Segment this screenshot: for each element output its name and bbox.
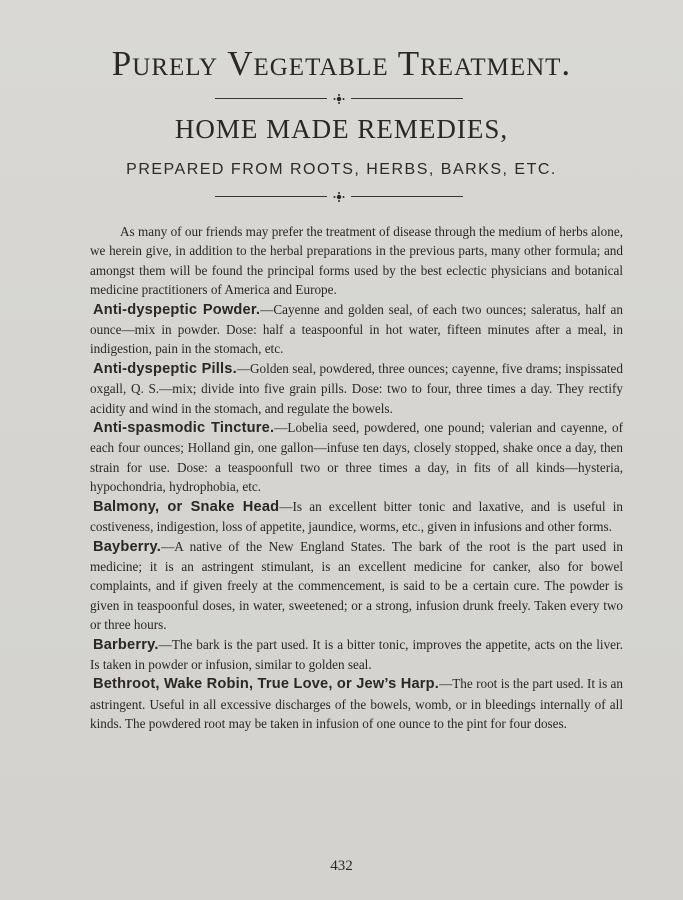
remedy-text: —A native of the New England States. The bark of the root is the part used in medicine; it is an astringent stimulant, is an excellent medicine for canker, also for bowel complaints, and if given freely at the commencement, is said to be a certain cure. The powder is given in teaspoonful doses, in water, sweetened; or a strong, infusion drunk freely. Taken every two or three hours. (90, 538, 623, 633)
remedy-entry (90, 359, 623, 418)
remedy-heading: Anti-spasmodic Tincture. (93, 420, 275, 437)
remedy-text: —Golden seal, powdered, three ounces; cayenne, five drams; inspissated oxgall, Q. S.—mix; divide into five grain pills. Dose: two to four, three times a day. They rectify acidity and wind in the stomach, and regulate the bowels. (90, 360, 623, 416)
page-number: 432 (330, 858, 353, 874)
remedy-text: —Cayenne and golden seal, of each two ounces; saleratus, half an ounce—mix in powder. Dose: half a teaspoonful in hot water, fifteen minutes after a meal, in indigestion, pain in the stomach, etc. (90, 301, 623, 357)
remedy-heading: Anti-dyspeptic Pills. (93, 360, 237, 377)
remedy-text: —The root is the part used. It is an astringent. Useful in all excessive discharges of the bowels, womb, or in bleedings internally of all kinds. The powdered root may be taken in infusion of one ounce to the pint for four doses. (90, 676, 623, 732)
remedy-entry (90, 635, 623, 675)
fleuron-icon (332, 192, 346, 202)
remedy-entry (90, 497, 623, 537)
section-subheading: PREPARED FROM ROOTS, HERBS, BARKS, ETC. (126, 161, 557, 178)
remedy-heading: Anti-dyspeptic Powder. (93, 301, 261, 318)
remedy-text: —The bark is the part used. It is a bitter tonic, improves the appetite, acts on the liver. Is taken in powder or infusion, similar to golden seal. (90, 636, 623, 672)
remedy-entry (90, 674, 623, 733)
remedy-heading: Barberry. (93, 636, 159, 653)
intro-paragraph: As many of our friends may prefer the treatment of disease through the medium of herbs alone, we herein give, in addition to the herbal preparations in the previous parts, many other formula; and amongst them will be found the principal forms used by the best eclectic physicians and botanical medicine practitioners of America and Europe. (90, 224, 623, 298)
fleuron-icon (332, 94, 346, 104)
remedy-text: —Lobelia seed, powdered, one pound; valerian and cayenne, of each four ounces; Holland gin, one gallon—infuse ten days, closely stopped, shake once a day, then strain for use. Dose: a teaspoonfull two or three times a day, in fits of all kinds—hysteria, hypochondria, hydrophobia, etc. (90, 420, 623, 495)
remedy-entry (90, 537, 623, 635)
remedy-text: —Is an excellent bitter tonic and laxative, and is useful in costiveness, indigestion, loss of appetite, jaundice, worms, etc., given in infusions and other forms. (90, 498, 623, 535)
remedy-heading: Bethroot, Wake Robin, True Love, or Jew’s Harp. (93, 676, 440, 693)
remedies-text (90, 222, 623, 734)
page-title: Purely Vegetable Treatment. (111, 44, 572, 83)
remedy-heading: Bayberry. (93, 538, 162, 555)
remedy-heading: Balmony, or Snake Head (93, 498, 280, 515)
section-heading: HOME MADE REMEDIES, (174, 114, 509, 144)
remedy-entry (90, 418, 623, 497)
remedy-entry (90, 300, 623, 359)
ornamental-rule-top (215, 94, 463, 104)
ornamental-rule-bottom (215, 192, 463, 202)
